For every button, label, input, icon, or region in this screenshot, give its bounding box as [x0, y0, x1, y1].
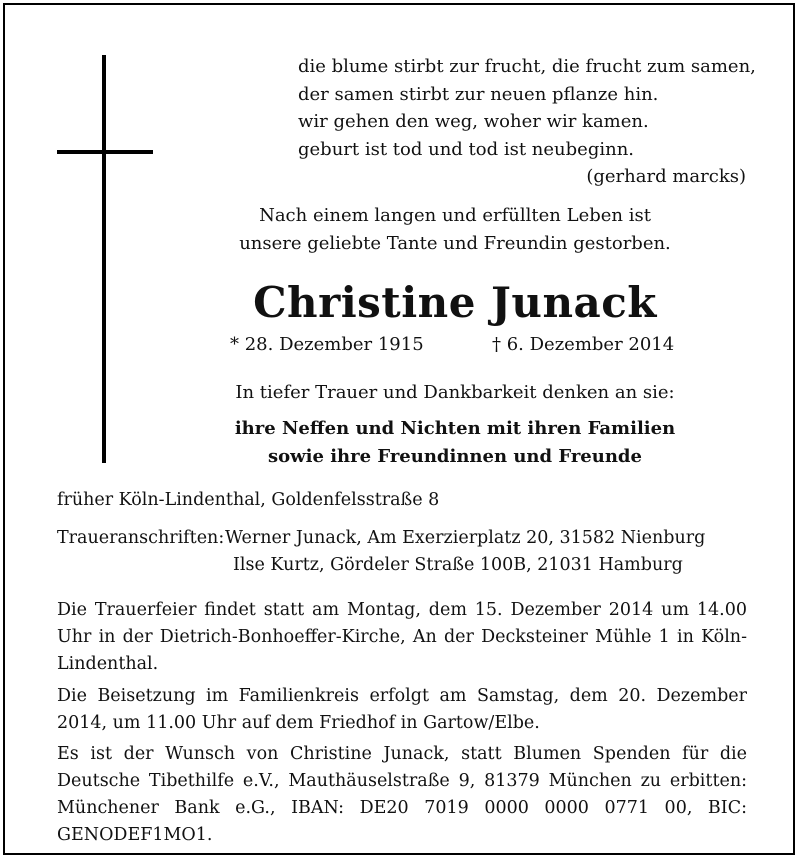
intro-line: Nach einem langen und erfüllten Leben ist	[259, 205, 651, 226]
address-line: Ilse Kurtz, Gördeler Straße 100B, 21031 Hamburg	[233, 555, 683, 575]
deceased-name: Christine Junack	[253, 278, 657, 327]
funeral-paragraph: Die Trauerfeier findet statt am Montag, dem 15. Dezember 2014 um 14.00 Uhr in der Dietrich-Bonhoeffer-Kirche, An der Decksteiner Mühle 1 in Köln-Lindenthal.	[57, 600, 747, 674]
mourners	[145, 415, 765, 471]
birth-date: * 28. Dezember 1915	[230, 334, 424, 355]
poem-line: der samen stirbt zur neuen pflanze hin.	[298, 83, 659, 105]
mourning-addresses	[57, 525, 747, 579]
obituary-notice	[3, 3, 795, 855]
burial-paragraph: Die Beisetzung im Familienkreis erfolgt am Samstag, dem 20. Dezember 2014, um 11.00 Uhr auf dem Friedhof in Gartow/Elbe.	[57, 686, 747, 733]
mourners-line: ihre Neffen und Nichten mit ihren Familien	[234, 418, 676, 439]
intro-text	[145, 202, 765, 258]
poem-author: (gerhard marcks)	[586, 166, 746, 187]
poem-line: geburt ist tod und tod ist neubeginn.	[298, 138, 635, 160]
poem-line: wir gehen den weg, woher wir kamen.	[298, 111, 649, 132]
cross-icon	[102, 55, 106, 463]
cross-icon-bar	[57, 150, 153, 154]
poem-line: die blume stirbt zur frucht, die frucht zum samen,	[298, 56, 756, 77]
mourners-line: sowie ihre Freundinnen und Freunde	[268, 446, 642, 467]
address-line: Werner Junack, Am Exerzierplatz 20, 31582 Nienburg	[225, 528, 706, 548]
death-date: † 6. Dezember 2014	[492, 334, 675, 355]
donation-paragraph: Es ist der Wunsch von Christine Junack, statt Blumen Spenden für die Deutsche Tibethilfe e.V., Mauthäuselstraße 9, 81379 München zu erbitten: Münchener Bank e.G., IBAN: DE20 7019 0000 0000 0771 00, BIC: GENODEF1MO1.	[57, 744, 747, 845]
former-address: früher Köln-Lindenthal, Goldenfelsstraße 8	[57, 490, 440, 510]
mourning-line: In tiefer Trauer und Dankbarkeit denken an sie:	[235, 382, 675, 403]
intro-line: unsere geliebte Tante und Freundin gestorben.	[239, 233, 671, 254]
poem	[298, 53, 756, 191]
addresses-label: Traueranschriften:	[57, 528, 225, 548]
